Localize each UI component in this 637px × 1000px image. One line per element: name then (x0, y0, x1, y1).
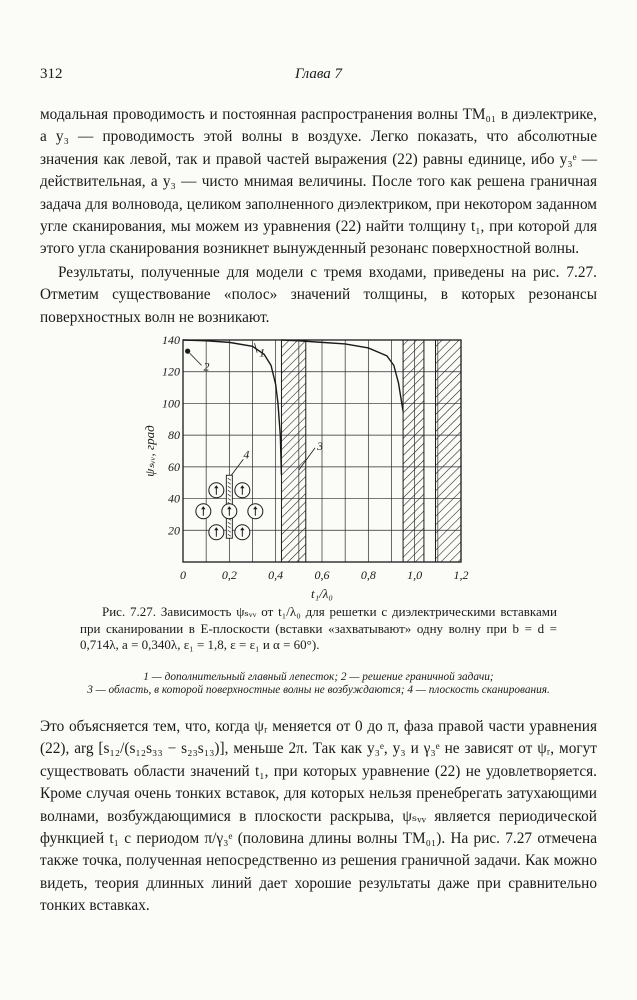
x-tick-label: 0,4 (268, 568, 284, 582)
leader-4 (231, 459, 243, 475)
x-tick-label: 1,2 (453, 568, 469, 582)
x-tick-label: 0 (180, 568, 186, 582)
caption-text: Рис. 7.27. Зависимость ψₛᵥᵥ от t₁/λ₀ для решетки с диэлектрическими вставками при сканировании в E-плоскости (вставки «захватывают» одну волну при b = d = 0,714λ, a = 0,340λ, ε₁ = 1,8, ε = ε₁ и α = 60°). (80, 604, 557, 652)
paragraph-2 (40, 262, 597, 329)
y-tick-label: 80 (168, 428, 180, 443)
y-axis-title: ψₛᵥᵥ, град (142, 425, 157, 477)
label-1: 1 (259, 345, 266, 360)
paragraph-1-text: модальная проводимость и постоянная распространения волны TM₀₁ в диэлектрике, а y₃ — проводимость этой волны в воздухе. Легко показать, что абсолютные значения как левой, так и правой частей выражения (22) равны единице, ибо y₃ᵉ — действительная, а y₃ — чисто мнимая величины. После того как решена граничная задача для волновода, целиком заполненного диэлектриком, при некотором заданном угле сканирования, мы можем из уравнения (22) найти толщину t₁, при которой для этого угла сканирования возникнет вынужденный резонанс поверхностной волны. (40, 106, 597, 258)
y-tick-label: 120 (162, 364, 180, 379)
figure-caption (80, 604, 557, 654)
figure-legend-note (84, 671, 553, 698)
page-number: 312 (40, 66, 63, 82)
label-3: 3 (317, 438, 324, 453)
y-tick-label: 100 (162, 396, 180, 411)
paragraph-3 (40, 716, 597, 918)
paragraph-3-text: Это объясняется тем, что, когда ψᵣ меняется от 0 до π, фаза правой части уравнения (22), arg [s₁₂/(s₁₂s₃₃ − s₂₃s₁₃)], меньше 2π. Так как y₃ᵉ, y₃ и γ₃ᵉ не зависят от ψᵣ, могут существовать области значений t₁, при которых уравнение (22) не удовлетворяется. Кроме случая очень тонких вставок, для которых нельзя пренебрегать затухающими волнами, возбуждающимися в плоскости раскрыва, ψₛᵥᵥ является периодической функцией t₁ с периодом π/γ₃ᵉ (половина длины волны TM₀₁). На рис. 7.27 отмечена также точка, полученная непосредственно из решения граничной задачи. Как можно видеть, теория длинных линий дает хорошие результаты даже при сравнительно тонких вставках. (40, 718, 597, 915)
x-tick-label: 0,8 (360, 568, 376, 582)
figure-7-27 (40, 326, 597, 601)
x-axis-title: t₁/λ₀ (311, 586, 333, 601)
x-tick-label: 1,0 (407, 568, 423, 582)
paragraph-1 (40, 104, 597, 261)
running-head: Глава 7 (294, 66, 343, 82)
no-resonance-band-2 (403, 340, 424, 562)
y-tick-label: 20 (168, 523, 180, 538)
no-resonance-band-3 (436, 340, 461, 562)
curve-1-branch-a (183, 340, 281, 475)
page-header (40, 66, 597, 88)
legend-line-2: 3 — область, в которой поверхностные волны не возбуждаются; 4 — плоскость сканирования. (87, 684, 550, 697)
x-tick-label: 0,6 (314, 568, 330, 582)
y-tick-label: 40 (168, 491, 180, 506)
leader-2 (190, 353, 202, 365)
paragraph-2-text: Результаты, полученные для модели с тремя входами, приведены на рис. 7.27. Отметим существование «полос» значений толщины, в которых резонансы поверхностных волн не возникают. (40, 264, 597, 326)
label-4: 4 (243, 447, 250, 462)
no-resonance-band-1 (281, 340, 305, 562)
y-tick-label: 140 (162, 333, 180, 347)
x-tick-label: 0,2 (221, 568, 237, 582)
label-2: 2 (203, 359, 210, 374)
psi-vs-thickness-chart (40, 326, 597, 601)
boundary-solution-point (185, 349, 190, 354)
legend-line-1: 1 — дополнительный главный лепесток; 2 — решение граничной задачи; (143, 671, 494, 683)
y-tick-label: 60 (168, 459, 180, 474)
